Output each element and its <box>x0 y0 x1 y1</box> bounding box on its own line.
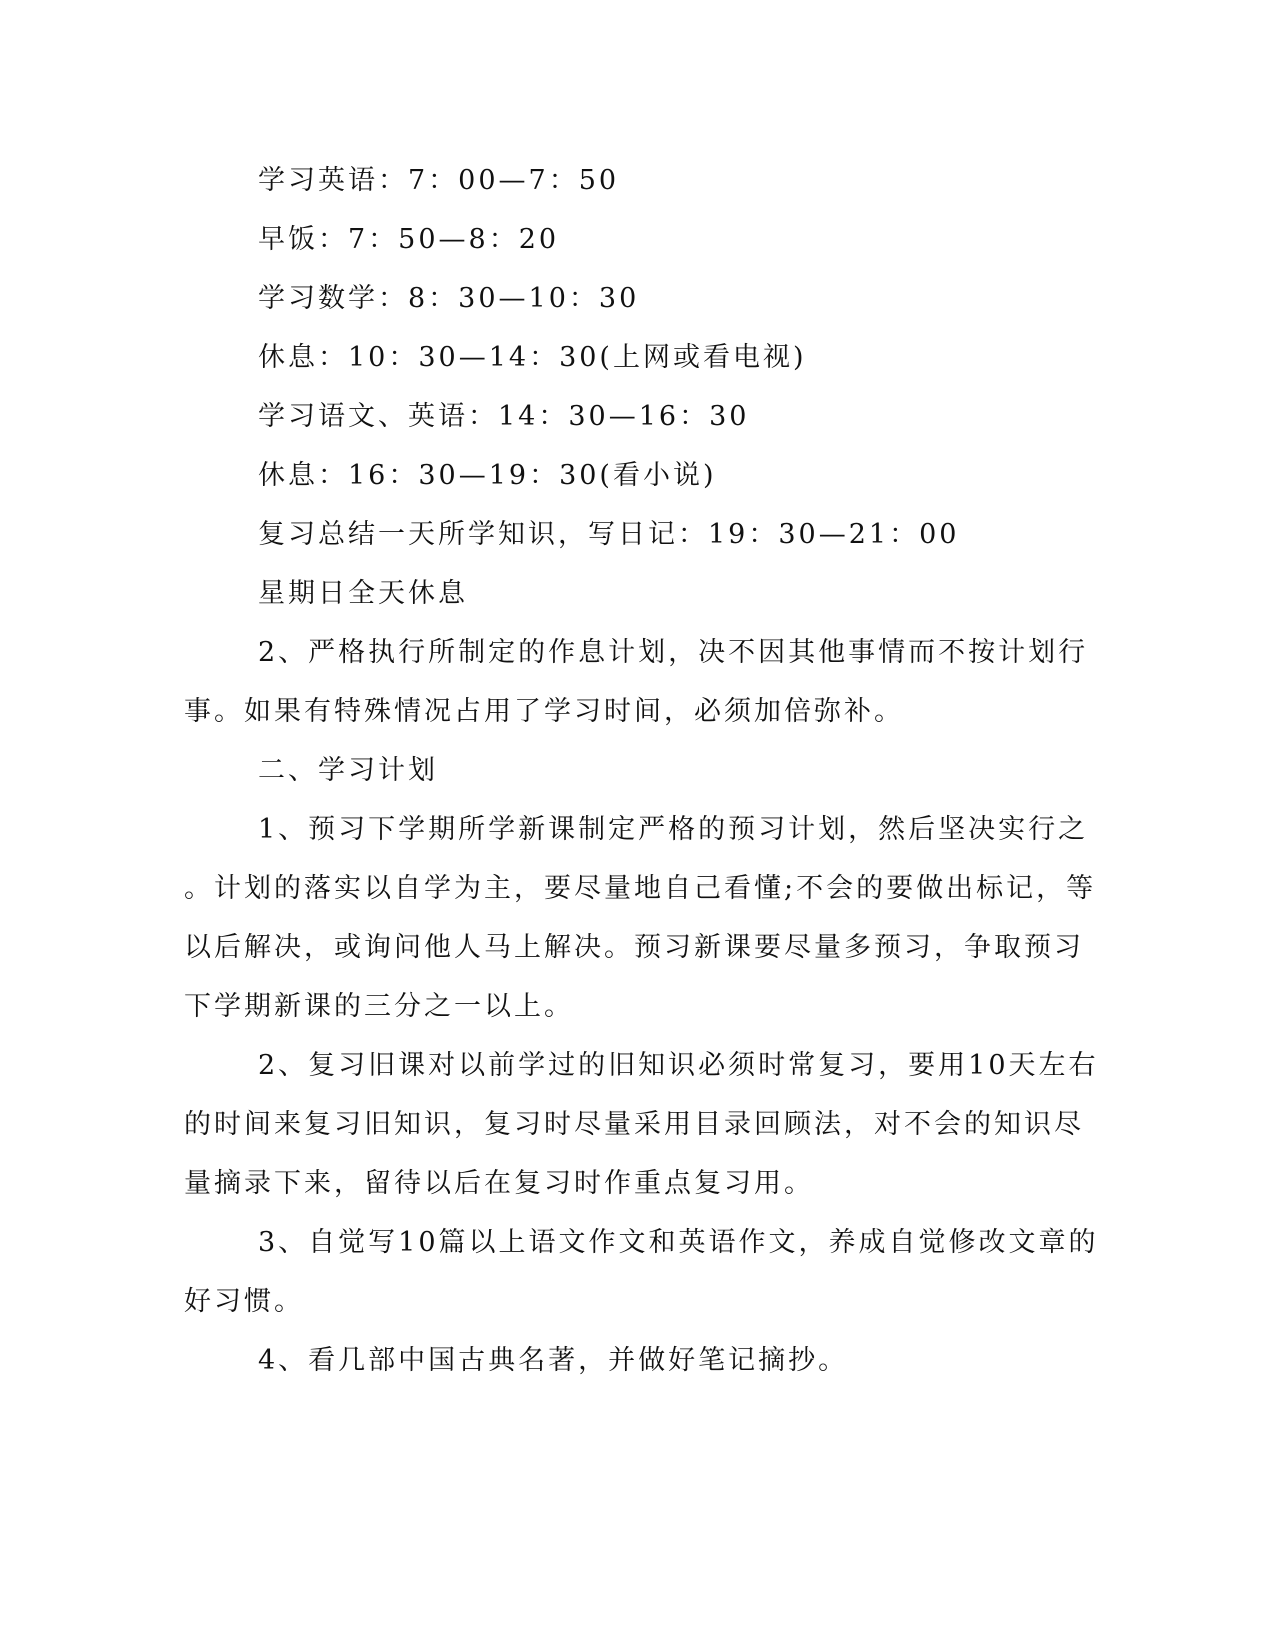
paragraph-line: 4、看几部中国古典名著，并做好笔记摘抄。 <box>258 1345 849 1376</box>
schedule-sunday: 星期日全天休息 <box>258 578 468 609</box>
paragraph-line: 3、自觉写10篇以上语文作文和英语作文，养成自觉修改文章的 <box>258 1227 1099 1258</box>
paragraph-line: 好习惯。 <box>184 1286 304 1317</box>
paragraph-line: 的时间来复习旧知识，复习时尽量采用目录回顾法，对不会的知识尽 <box>184 1109 1084 1140</box>
paragraph-line: 。计划的落实以自学为主，要尽量地自己看懂;不会的要做出标记，等 <box>184 873 1097 904</box>
section-heading: 二、学习计划 <box>258 755 438 786</box>
paragraph-line: 下学期新课的三分之一以上。 <box>184 991 574 1022</box>
paragraph-line: 以后解决，或询问他人马上解决。预习新课要尽量多预习，争取预习 <box>184 932 1084 963</box>
schedule-english: 学习英语：7：00—7：50 <box>258 165 620 196</box>
paragraph-line: 1、预习下学期所学新课制定严格的预习计划，然后坚决实行之 <box>258 814 1089 845</box>
schedule-breakfast: 早饭：7：50—8：20 <box>258 224 560 255</box>
schedule-review: 复习总结一天所学知识，写日记：19：30—21：00 <box>258 519 960 550</box>
schedule-chinese-english: 学习语文、英语：14：30—16：30 <box>258 401 750 432</box>
schedule-math: 学习数学：8：30—10：30 <box>258 283 640 314</box>
schedule-rest-2: 休息：16：30—19：30(看小说) <box>258 460 717 491</box>
paragraph-line: 量摘录下来，留待以后在复习时作重点复习用。 <box>184 1168 814 1199</box>
paragraph-line: 2、复习旧课对以前学过的旧知识必须时常复习，要用10天左右 <box>258 1050 1099 1081</box>
document-body <box>184 160 1099 1399</box>
schedule-rest-1: 休息：10：30—14：30(上网或看电视) <box>258 342 807 373</box>
paragraph-line: 2、严格执行所制定的作息计划，决不因其他事情而不按计划行 <box>258 637 1089 668</box>
paragraph-line: 事。如果有特殊情况占用了学习时间，必须加倍弥补。 <box>184 696 904 727</box>
